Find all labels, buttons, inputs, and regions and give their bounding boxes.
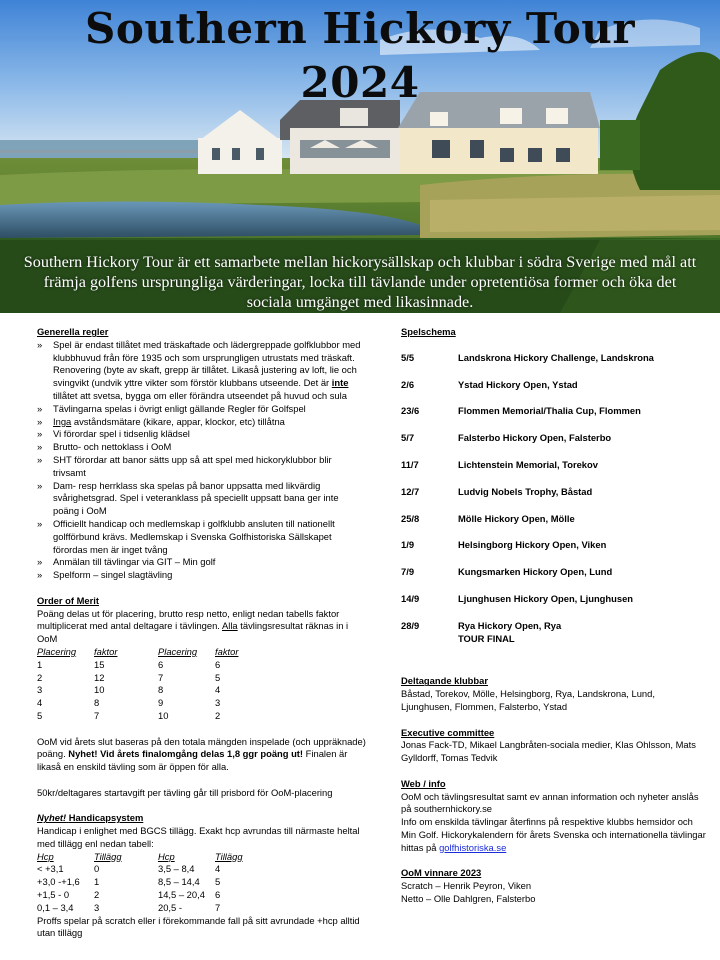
table-row: 1 15 6 6 xyxy=(37,658,221,670)
winner-scratch: Scratch – Henrik Peyron, Viken xyxy=(401,880,532,892)
oom-fee-text: 50kr/deltagares startavgift per tävling går till prisbord för OoM-placering xyxy=(37,786,333,798)
oom-text: Poäng delas ut för placering, brutto resp netto, enligt nedan tabells faktor multiplicerat med antal deltagare i tävlingen. Alla tävlingsresultat räknas in i OoM xyxy=(37,607,349,645)
rules-list xyxy=(37,339,367,582)
col-header: Tillägg xyxy=(215,850,243,862)
table-row: +1,5 - 0 2 14,5 – 20,4 6 xyxy=(37,889,221,901)
schedule-row: 5/7 Falsterbo Hickory Open, Falsterbo xyxy=(401,432,612,444)
winner-netto: Netto – Olle Dahlgren, Falsterbo xyxy=(401,892,536,904)
table-row: +3,0 -+1,6 1 8,5 – 14,4 5 xyxy=(37,876,221,888)
list-item: » Officiellt handicap och medlemskap i golfklubb ansluten till nationellt golfförbund krävs. Medlemskap i Svenska Golfhistoriska Sällskapet förordas men är inget tvång xyxy=(37,518,367,556)
right-column xyxy=(401,326,706,906)
hcp-heading: Nyhet! Handicapsystem xyxy=(37,812,144,824)
golfhistoriska-link[interactable]: golfhistoriska.se xyxy=(439,841,507,853)
schedule-row: 5/5 Landskrona Hickory Challenge, Landskrona xyxy=(401,351,654,363)
list-item: » Vi förordar spel i tidsenlig klädsel xyxy=(37,428,367,441)
col-header: Hcp xyxy=(37,850,54,862)
schedule-row: 1/9 Helsingborg Hickory Open, Viken xyxy=(401,539,607,551)
table-row: 2 12 7 5 xyxy=(37,671,221,683)
intro-text: Southern Hickory Tour är ett samarbete mellan hickorysällskap och klubbar i södra Sverige med mål att främja golfens ursprungliga värderingar, locka till tävlande under opretentiösa former och öka det sociala umgänget med likasinnade. xyxy=(23,253,697,311)
page-title-line2: 2024 xyxy=(300,58,420,107)
col-header: faktor xyxy=(94,645,118,657)
col-header: faktor xyxy=(215,645,239,657)
hcp-table xyxy=(37,851,243,915)
col-header: Placering xyxy=(37,645,77,657)
tour-final-label: TOUR FINAL xyxy=(458,632,515,644)
hero-banner xyxy=(0,0,720,313)
web-heading: Web / info xyxy=(401,777,446,789)
list-item: » SHT förordar att banor sätts upp så att spel med hickoryklubbor blir trivsamt xyxy=(37,454,367,480)
col-header: Hcp xyxy=(158,850,175,862)
committee-text: Jonas Fack-TD, Mikael Langbråten-sociala medier, Klas Ohlsson, Mats Gylldorff, Tomas Tedvik xyxy=(401,739,696,764)
hcp-text: Handicap i enlighet med BGCS tillägg. Exakt hcp avrundas till närmaste heltal med tillägg enl nedan tabell: xyxy=(37,825,360,849)
list-item: » Dam- resp herrklass ska spelas på banor uppsatta med likvärdig svårighetsgrad. Spel i veteranklass på speciellt uppsatt bana ger inte poäng i OoM xyxy=(37,480,367,518)
table-row: 4 8 9 3 xyxy=(37,697,221,709)
oom-heading: Order of Merit xyxy=(37,594,99,606)
schedule-row: 7/9 Kungsmarken Hickory Open, Lund xyxy=(401,566,613,578)
list-item: » Anmälan till tävlingar via GIT – Min golf xyxy=(37,556,367,569)
schedule-row: 2/6 Ystad Hickory Open, Ystad xyxy=(401,378,578,390)
schedule-row-final: 28/9 Rya Hickory Open, Rya TOUR FINAL xyxy=(401,619,562,644)
list-item: » Brutto- och nettoklass i OoM xyxy=(37,441,367,454)
table-row: 0,1 – 3,4 3 20,5 - 7 xyxy=(37,901,221,913)
clubs-heading: Deltagande klubbar xyxy=(401,675,488,687)
hcp-pro-text: Proffs spelar på scratch eller i förekommande fall på sitt avrundade +hcp alltid utan tillägg xyxy=(37,914,360,939)
page-title-line1: Southern Hickory Tour xyxy=(85,4,635,53)
table-row: 5 7 10 2 xyxy=(37,709,221,721)
oom-factor-table xyxy=(37,646,238,723)
committee-heading: Executive committee xyxy=(401,726,495,738)
schedule-row: 12/7 Ludvig Nobels Trophy, Båstad xyxy=(401,485,593,497)
oom-final-text: OoM vid årets slut baseras på den totala mängden inspelade (och uppräknade) poäng. Nyhet! Vid årets finalomgång delas 1,8 ggr poäng ut! Finalen är likaså en enskild tävling som är öppen för alla. xyxy=(37,735,366,773)
winners-heading: OoM vinnare 2023 xyxy=(401,867,482,879)
col-header: Tillägg xyxy=(94,850,122,862)
schedule-row: 14/9 Ljunghusen Hickory Open, Ljunghusen xyxy=(401,592,634,604)
clubs-text: Båstad, Torekov, Mölle, Helsingborg, Rya, Landskrona, Lund, Ljunghusen, Flommen, Falsterbo, Ystad xyxy=(401,688,655,712)
web-text: OoM och tävlingsresultat samt ev annan information och nyheter anslås på southernhickory.se xyxy=(401,790,699,815)
schedule-heading: Spelschema xyxy=(401,326,456,337)
rules-heading: Generella regler xyxy=(37,326,109,337)
table-row: 3 10 8 4 xyxy=(37,684,221,696)
list-item: » Inga avståndsmätare (kikare, appar, klockor, etc) tillåtna xyxy=(37,416,367,429)
list-item: » Spelform – singel slagtävling xyxy=(37,569,367,582)
left-column xyxy=(37,326,367,940)
schedule-row: 11/7 Lichtenstein Memorial, Torekov xyxy=(401,458,598,470)
schedule-row: 23/6 Flommen Memorial/Thalia Cup, Flommen xyxy=(401,405,641,417)
col-header: Placering xyxy=(158,645,198,657)
table-row: < +3,1 0 3,5 – 8,4 4 xyxy=(37,863,221,875)
list-item: » Spel är endast tillåtet med träskaftade och lädergreppade golfklubbor med klubbhuvud från före 1935 och som ursprungligen utrustats med träskaft. Renovering (byte av skaft, grepp är tillåtet. Likaså justering av loft, lie och svingvikt (undvik yttre vikter som förstör klubbans utseende. Det är inte tillåtet att svetsa, bygga om eller förändra utseendet på huvud och sula xyxy=(37,339,367,403)
web-info-text: Info om enskilda tävlingar återfinns på respektive klubbs hemsidor och Min Golf. Hickorykalendern för årets Svenska och internationella tävlingar hittas på golfhistoriska.se xyxy=(401,816,706,853)
schedule-row: 25/8 Mölle Hickory Open, Mölle xyxy=(401,512,575,524)
list-item: » Tävlingarna spelas i övrigt enligt gällande Regler för Golfspel xyxy=(37,403,367,416)
